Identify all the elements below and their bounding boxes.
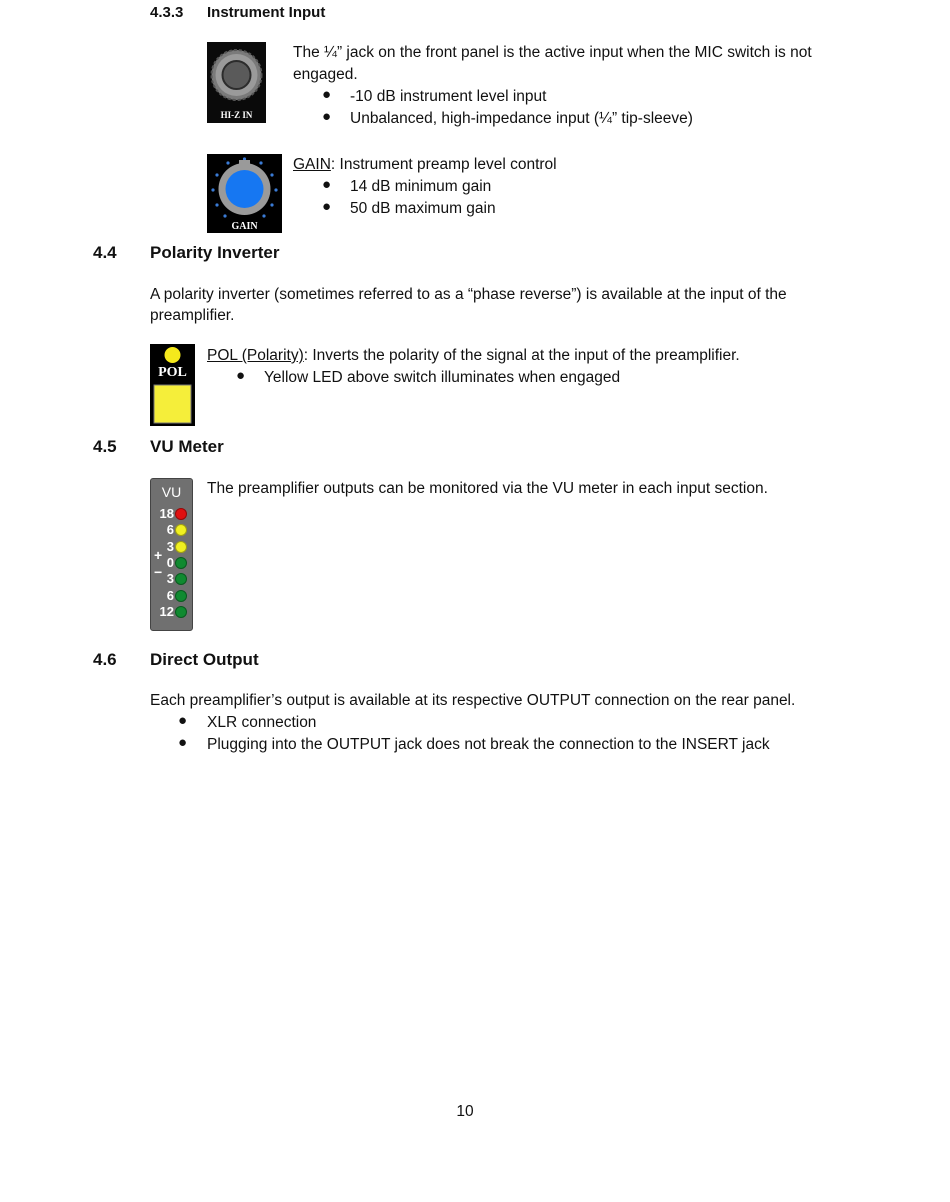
section-4-4-title: Polarity Inverter: [150, 243, 280, 262]
polarity-paragraph-line2: preamplifier.: [150, 307, 235, 324]
hiz-bullet-2: Unbalanced, high-impedance input (¼” tip-sleeve): [350, 110, 693, 127]
gain-knob-image: [207, 154, 282, 233]
vu-led: [175, 541, 187, 553]
vu-plus-sign: +: [154, 547, 163, 563]
hiz-paragraph-line1: The ¼” jack on the front panel is the active input when the MIC switch is not: [293, 44, 812, 61]
vu-level-label: 6: [166, 522, 174, 538]
vu-led: [175, 606, 187, 618]
vu-meter-paragraph: The preamplifier outputs can be monitored via the VU meter in each input section.: [207, 480, 768, 497]
vu-led: [175, 557, 187, 569]
vu-level-label: 3: [166, 571, 174, 587]
section-4-6-title: Direct Output: [150, 650, 259, 669]
bullet-dot: ●: [322, 86, 332, 103]
gain-badge-label: GAIN: [231, 221, 258, 232]
pol-desc-text: : Inverts the polarity of the signal at the input of the preamplifier.: [303, 347, 740, 364]
hi-z-input-jack-image: [207, 42, 266, 123]
direct-output-bullet-1: XLR connection: [207, 714, 317, 731]
gain-bullet-1: 14 dB minimum gain: [350, 178, 492, 195]
section-4-5-number: 4.5: [93, 437, 117, 456]
gain-description: [293, 154, 557, 176]
bullet-dot: ●: [322, 198, 332, 215]
hiz-paragraph-line2: engaged.: [293, 66, 358, 83]
hiz-bullet-1: -10 dB instrument level input: [350, 88, 547, 105]
section-4-6-number: 4.6: [93, 650, 117, 669]
vu-led: [175, 590, 187, 602]
gain-bullet-2: 50 dB maximum gain: [350, 200, 496, 217]
bullet-dot: ●: [322, 108, 332, 125]
vu-level-label: 6: [166, 587, 174, 603]
section-4-4-number: 4.4: [93, 243, 117, 262]
vu-led: [175, 573, 187, 585]
bullet-dot: ●: [178, 734, 188, 751]
bullet-dot: ●: [236, 367, 246, 384]
gain-term: GAIN: [293, 156, 331, 173]
pol-badge-label: POL: [158, 365, 187, 380]
pol-term: POL (Polarity): [207, 347, 304, 364]
bullet-dot: ●: [322, 176, 332, 193]
pol-switch-image: [150, 344, 195, 426]
polarity-paragraph-line1: A polarity inverter (sometimes referred to as a “phase reverse”) is available at the input of the: [150, 286, 787, 303]
vu-meter-title: VU: [161, 484, 182, 500]
vu-level-label: 18: [159, 506, 174, 521]
vu-led: [175, 508, 187, 520]
direct-output-paragraph: Each preamplifier’s output is available at its respective OUTPUT connection on the rear panel.: [150, 692, 796, 709]
gain-desc-text: : Instrument preamp level control: [330, 156, 557, 173]
page-number: 10: [456, 1103, 474, 1120]
direct-output-bullet-2: Plugging into the OUTPUT jack does not break the connection to the INSERT jack: [207, 736, 770, 753]
pol-description: [207, 345, 740, 367]
vu-level-label: 12: [159, 603, 174, 619]
vu-meter-image: [150, 478, 193, 631]
vu-level-label: 0: [166, 554, 174, 570]
section-4-3-3-number: 4.3.3: [150, 4, 184, 21]
hi-z-badge-label: HI-Z IN: [220, 110, 253, 120]
pol-switch-icon: [150, 344, 195, 426]
vu-led: [175, 524, 187, 536]
section-4-5-title: VU Meter: [150, 437, 224, 456]
vu-minus-sign: −: [154, 564, 163, 580]
pol-bullet-1: Yellow LED above switch illuminates when engaged: [264, 369, 621, 386]
vu-level-label: 3: [166, 538, 174, 554]
bullet-dot: ●: [178, 712, 188, 729]
section-4-3-3-title: Instrument Input: [207, 4, 326, 21]
